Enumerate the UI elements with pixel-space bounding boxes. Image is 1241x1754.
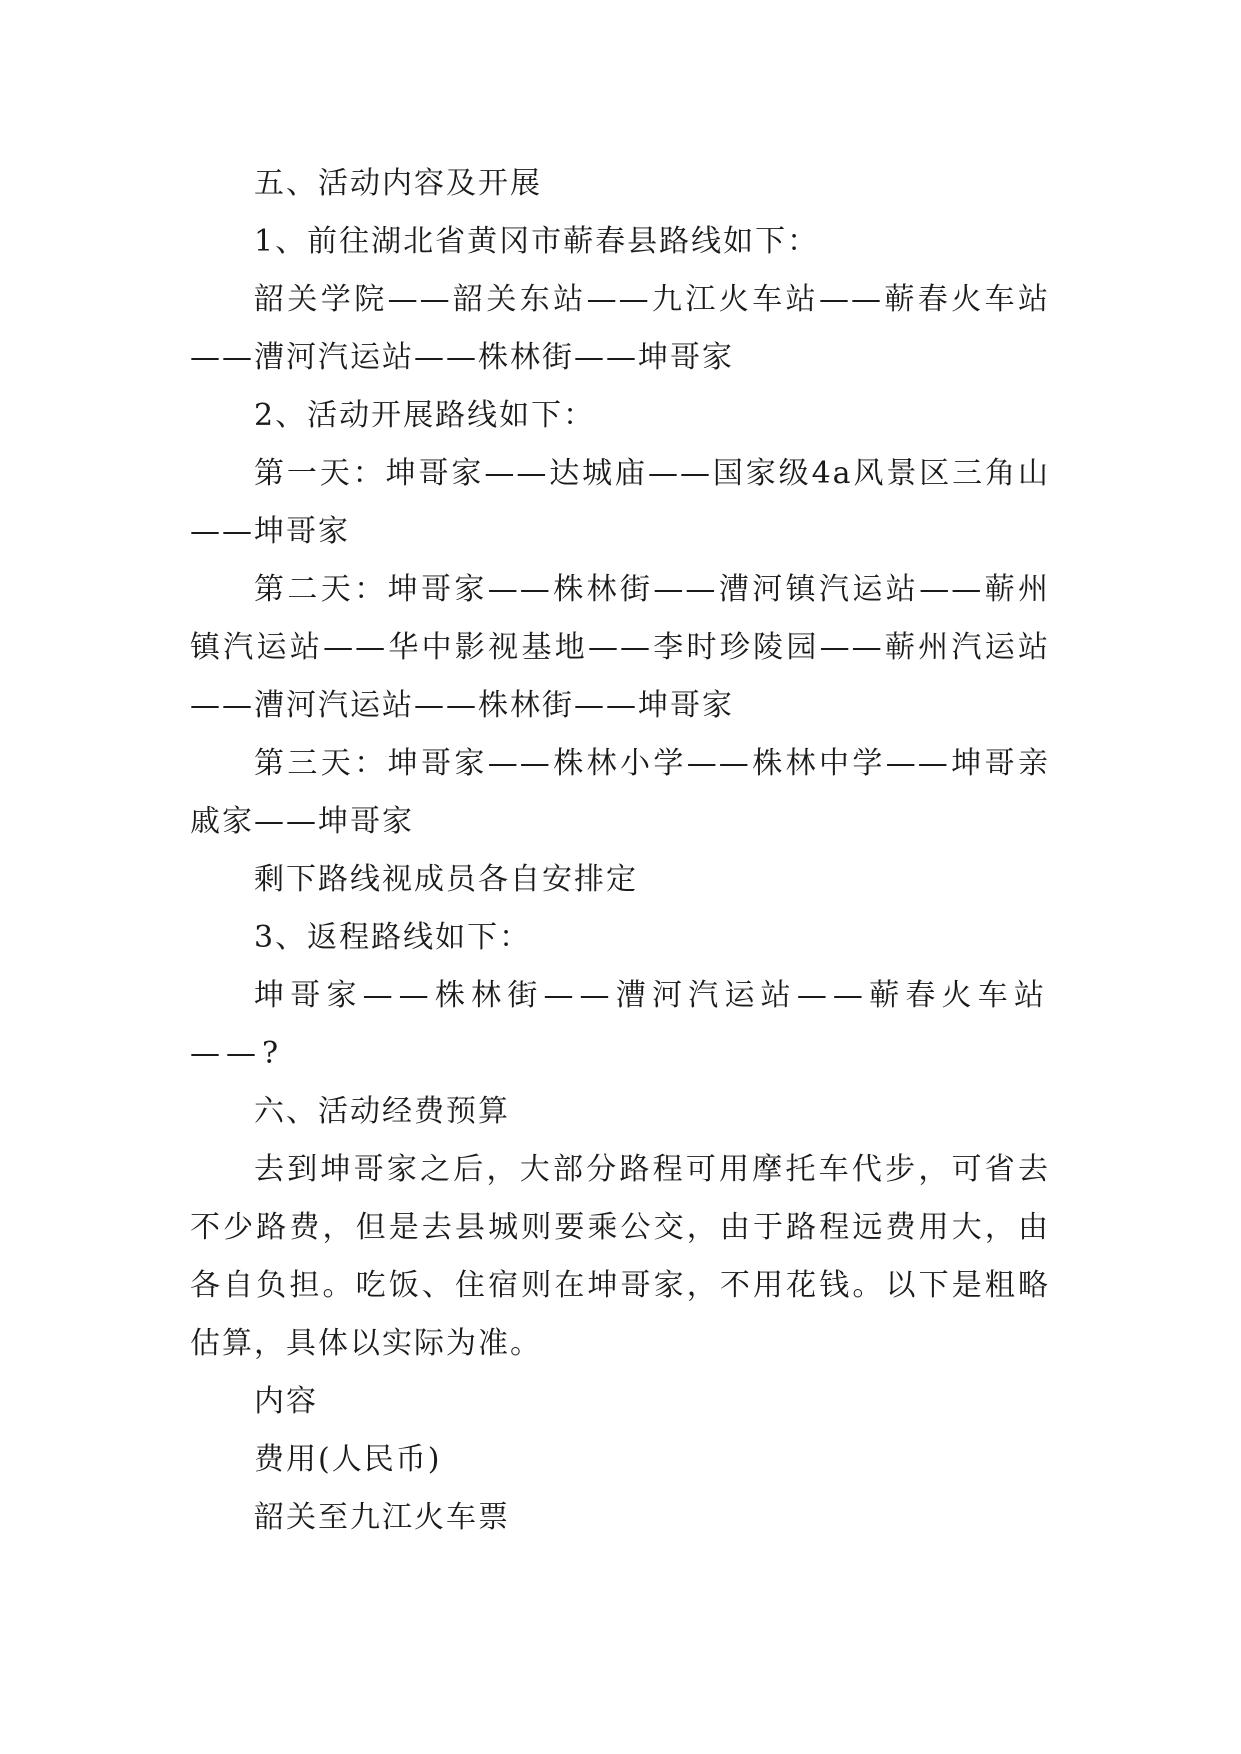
document-body	[190, 155, 1050, 1547]
budget-item-train-ticket: 韶关至九江火车票	[254, 1500, 510, 1535]
section-heading-budget: 六、活动经费预算	[254, 1094, 510, 1129]
route-return: 坤哥家——株林街——漕河汽运站——蕲春火车站——?	[190, 978, 1050, 1071]
route-to-qichun: 韶关学院——韶关东站——九江火车站——蕲春火车站——漕河汽运站——株林街——坤哥家	[190, 282, 1050, 375]
route-heading-activity: 2、活动开展路线如下：	[254, 398, 596, 433]
budget-description: 去到坤哥家之后，大部分路程可用摩托车代步，可省去不少路费，但是去县城则要乘公交，由于路程远费用大，由各自负担。吃饭、住宿则在坤哥家，不用花钱。以下是粗略估算，具体以实际为准。	[190, 1152, 1050, 1361]
route-heading-to-qichun: 1、前往湖北省黄冈市蕲春县路线如下：	[254, 224, 820, 259]
section-heading-activity-content: 五、活动内容及开展	[254, 166, 542, 201]
budget-column-cost: 费用(人民币)	[254, 1442, 442, 1477]
route-day-three: 第三天：坤哥家——株林小学——株林中学——坤哥亲戚家——坤哥家	[190, 746, 1050, 839]
route-day-one: 第一天：坤哥家——达城庙——国家级4a风景区三角山——坤哥家	[190, 456, 1050, 549]
route-heading-return: 3、返程路线如下：	[254, 920, 532, 955]
route-day-two: 第二天：坤哥家——株林街——漕河镇汽运站——蕲州镇汽运站——华中影视基地——李时珍陵园——蕲州汽运站——漕河汽运站——株林街——坤哥家	[190, 572, 1050, 723]
budget-column-content: 内容	[254, 1384, 318, 1419]
remaining-route-note: 剩下路线视成员各自安排定	[254, 862, 638, 897]
